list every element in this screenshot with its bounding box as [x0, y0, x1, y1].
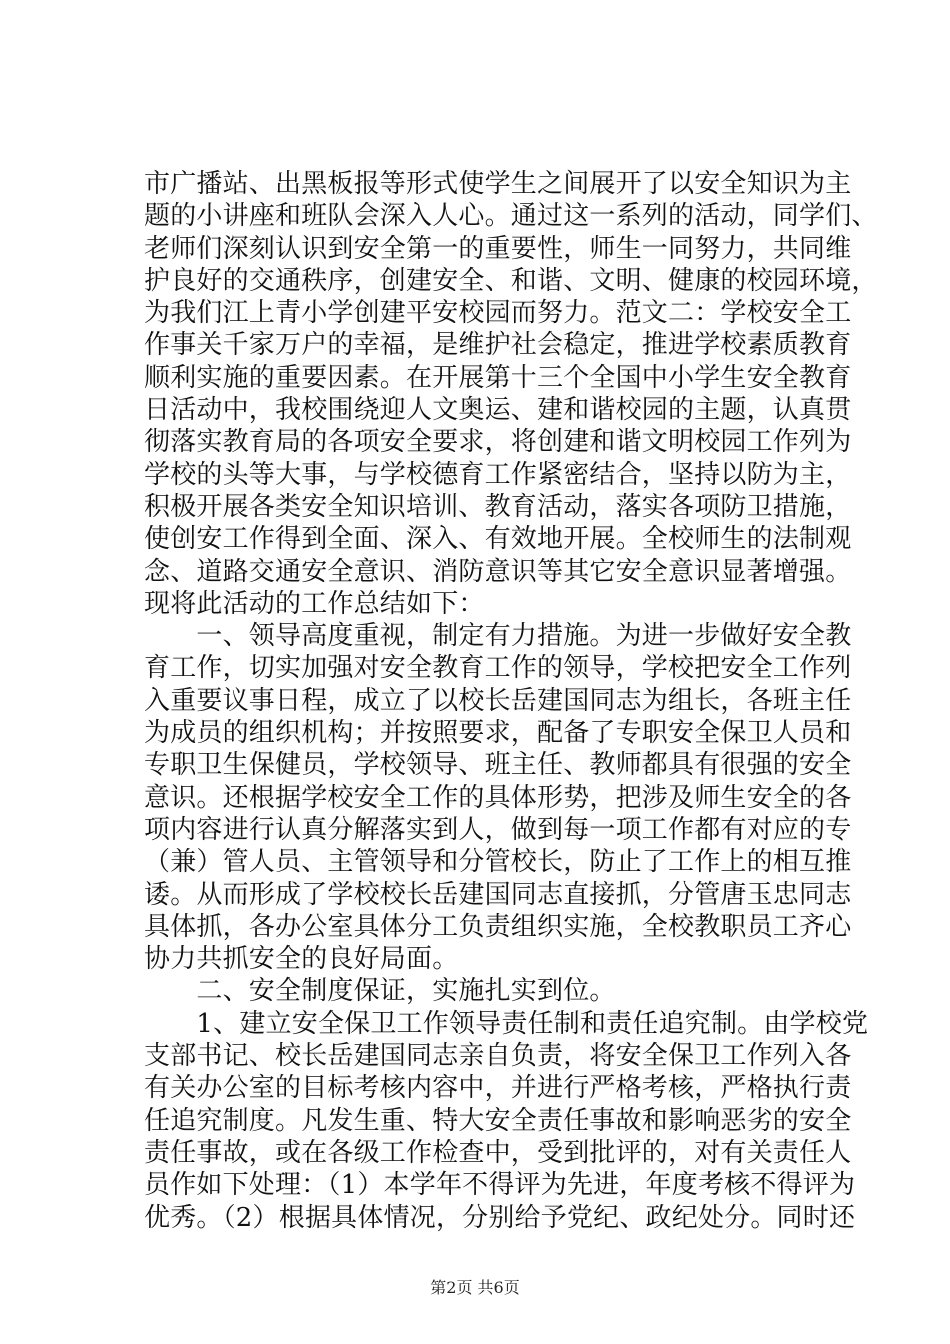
text-line: 具体抓，各办公室具体分工负责组织实施，全校教职员工齐心	[144, 911, 852, 942]
text-line: 入重要议事日程，成立了以校长岳建国同志为组长，各班主任	[144, 685, 852, 716]
text-line: 日活动中，我校围绕迎人文奥运、建和谐校园的主题，认真贯	[144, 395, 852, 426]
text-line: 为我们江上青小学创建平安校园而努力。范文二：学校安全工	[144, 298, 852, 329]
text-line: 员作如下处理：（1）本学年不得评为先进，年度考核不得评为	[144, 1170, 856, 1201]
text-line: 1、建立安全保卫工作领导责任制和责任追究制。由学校党	[144, 1008, 869, 1039]
text-line: 为成员的组织机构；并按照要求，配备了专职安全保卫人员和	[144, 718, 852, 749]
text-line: 积极开展各类安全知识培训、教育活动，落实各项防卫措施，	[144, 491, 852, 522]
page-number-footer: 第2页 共6页	[430, 1278, 520, 1297]
text-line: 支部书记、校长岳建国同志亲自负责，将安全保卫工作列入各	[144, 1041, 852, 1072]
text-line: 优秀。（2）根据具体情况，分别给予党纪、政纪处分。同时还	[144, 1202, 856, 1233]
text-line: 诿。从而形成了学校校长岳建国同志直接抓，分管唐玉忠同志	[144, 879, 852, 910]
text-line: 一、领导高度重视，制定有力措施。为进一步做好安全教	[144, 621, 852, 652]
text-line: 专职卫生保健员，学校领导、班主任、教师都具有很强的安全	[144, 750, 852, 781]
text-line: 现将此活动的工作总结如下：	[144, 588, 485, 619]
text-line: 老师们深刻认识到安全第一的重要性，师生一同努力，共同维	[144, 233, 852, 264]
document-body	[144, 168, 878, 1234]
text-line: 顺利实施的重要因素。在开展第十三个全国中小学生安全教育	[144, 362, 852, 393]
text-line: 项内容进行认真分解落实到人，做到每一项工作都有对应的专	[144, 814, 852, 845]
text-line: 责任事故，或在各级工作检查中，受到批评的，对有关责任人	[144, 1137, 852, 1168]
text-line: 任追究制度。凡发生重、特大安全责任事故和影响恶劣的安全	[144, 1105, 852, 1136]
text-line: 意识。还根据学校安全工作的具体形势，把涉及师生安全的各	[144, 782, 852, 813]
text-line: 市广播站、出黑板报等形式使学生之间展开了以安全知识为主	[144, 169, 852, 199]
text-line: 使创安工作得到全面、深入、有效地开展。全校师生的法制观	[144, 524, 852, 555]
text-line: 有关办公室的目标考核内容中，并进行严格考核，严格执行责	[144, 1073, 852, 1104]
text-line: 学校的头等大事，与学校德育工作紧密结合，坚持以防为主，	[144, 459, 852, 490]
text-line: 作事关千家万户的幸福，是维护社会稳定，推进学校素质教育	[144, 330, 852, 361]
text-line: 护良好的交通秩序，创建安全、和谐、文明、健康的校园环境，	[144, 265, 878, 296]
text-line: （兼）管人员、主管领导和分管校长，防止了工作上的相互推	[144, 847, 852, 878]
text-line: 二、安全制度保证，实施扎实到位。	[144, 976, 616, 1007]
text-line: 念、道路交通安全意识、消防意识等其它安全意识显著增强。	[144, 556, 852, 587]
text-line: 彻落实教育局的各项安全要求，将创建和谐文明校园工作列为	[144, 427, 852, 458]
text-line: 育工作，切实加强对安全教育工作的领导，学校把安全工作列	[144, 653, 852, 684]
text-line: 协力共抓安全的良好局面。	[144, 944, 459, 975]
text-line: 题的小讲座和班队会深入人心。通过这一系列的活动，同学们、	[144, 201, 878, 232]
